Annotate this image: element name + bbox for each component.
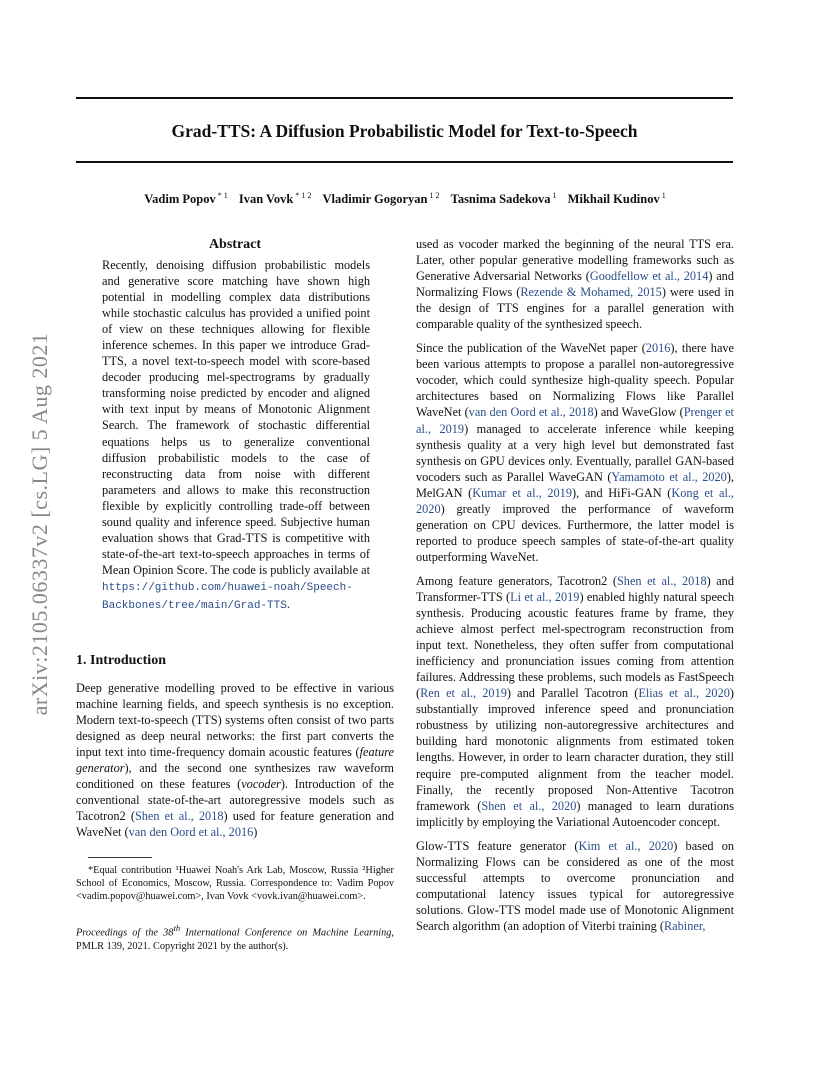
text-run: ), MelGAN ( — [416, 469, 734, 500]
arxiv-identifier: arXiv:2105.06337v2 [cs.LG] 5 Aug 2021 — [27, 332, 52, 716]
text-run: ) substantially improved inference speed and pronunciation robustness by utilizing non-autoregressive architectures and building hard monotonic alignments from estimated token lengths. However, in order to learn character duration, they still require pre-computed alignment from the teacher model. Finally, the recently proposed Non-Attentive Tacotron framework ( — [416, 686, 734, 813]
citation-link[interactable]: Rabiner, — [663, 918, 706, 933]
code-url-link[interactable]: https://github.com/huawei-noah/Speech-Backbones/tree/main/Grad-TTS — [102, 581, 353, 612]
section-heading-introduction: 1. Introduction — [76, 653, 166, 669]
author-affiliation: 1 2 — [429, 191, 440, 200]
text-run: ) used for feature generation and WaveNet ( — [76, 809, 395, 840]
author-list — [60, 191, 750, 207]
citation-link[interactable]: Shen et al., 2018 — [134, 809, 224, 824]
body-paragraph — [416, 573, 734, 830]
author-name: Ivan Vovk — [238, 192, 294, 207]
text-run: International Conference on Machine Learning — [180, 927, 392, 939]
body-paragraph — [416, 838, 734, 934]
footnote-affiliations: *Equal contribution ¹Huawei Noah's Ark Lab, Moscow, Russia ²Higher School of Economics, Moscow, Russia. Correspondence to: Vadim Popov <vadim.popov@huawei.com>, Ivan Vovk <vovk.ivan@huawei.com>. — [76, 864, 394, 902]
author — [144, 192, 227, 206]
text-run: Deep generative modelling proved to be effective in various machine learning fields, and speech synthesis is no exception. Modern text-to-speech (TTS) systems often consist of two parts designed as deep neural networks: the first part converts the input text into time-frequency domain acoustic features ( — [76, 681, 394, 760]
abstract-end: . — [286, 596, 290, 611]
body-paragraph — [416, 236, 734, 332]
abstract-heading: Abstract — [208, 237, 262, 252]
top-rule — [76, 97, 733, 99]
text-run: ) and Transformer-TTS ( — [416, 573, 734, 604]
proceedings-note — [76, 922, 394, 953]
text-run: ) and Normalizing Flows ( — [416, 269, 734, 300]
author-name: Vadim Popov — [144, 192, 216, 207]
text-run: ), there have been various attempts to propose a parallel non-autoregressive vocoder, which could synthesize high-quality speech. Popular architectures based on Normalizing Flows like Parallel WaveNet ( — [416, 341, 735, 420]
abstract-text — [102, 257, 370, 614]
author-name: Vladimir Gogoryan — [322, 192, 428, 207]
text-run: ) managed to learn durations implicitly by employing the Variational Autoencoder concept. — [416, 798, 734, 829]
text-run: ) based on Normalizing Flows can be considered as one of the most successful attempts to overcome pronunciation and computational latency issues typical for autoregressive solutions. Glow-TTS model made use of Monotonic Alignment Search algorithm (an adoption of Viterbi training ( — [416, 838, 735, 933]
footnote-separator — [88, 857, 152, 858]
text-run: ) and Parallel Tacotron ( — [506, 686, 639, 701]
text-run: ) — [253, 825, 258, 840]
author-affiliation: 1 — [661, 191, 666, 200]
citation-link[interactable]: Goodfellow et al., 2014 — [589, 269, 709, 284]
right-column — [416, 236, 734, 942]
citation-link[interactable]: Shen et al., 2020 — [481, 798, 577, 813]
author-name: Mikhail Kudinov — [567, 192, 660, 207]
text-run: Glow-TTS feature generator ( — [416, 838, 579, 853]
author — [239, 192, 312, 206]
text-run: ), and HiFi-GAN ( — [571, 485, 672, 500]
citation-link[interactable]: Li et al., 2019 — [510, 589, 580, 604]
citation-link[interactable]: 2016 — [645, 341, 671, 356]
text-run: ) enabled highly natural speech synthesis. Producing acoustic features frame by frame, they achieve almost perfect mel-spectrogram reconstruction from input text. Nonetheless, they often suffer from computational inefficiency and pronunciation issues coming from attention failures. Addressing these problems, such models as FastSpeech ( — [416, 589, 734, 701]
text-run: ) greatly improved the performance of waveform generation on CPU devices. Furthermore, the latter model is reported to produce speech samples of state-of-the-art quality outperforming WaveNet. — [416, 501, 734, 564]
text-run: Proceedings of the 38 — [76, 927, 174, 939]
text-run: ) managed to accelerate inference while keeping synthesis quality at a very high level but demonstrated fast synthesis on GPU devices only. Eventually, parallel GAN-based vocoders such as Parallel WaveGAN ( — [416, 421, 734, 484]
author-affiliation: * 1 — [217, 191, 228, 200]
citation-link[interactable]: van den Oord et al., 2016 — [128, 825, 254, 840]
emphasis: vocoder — [241, 777, 281, 792]
left-column — [76, 236, 394, 953]
text-run: ) and WaveGlow ( — [593, 405, 684, 420]
author — [451, 192, 557, 206]
author-affiliation: 1 — [552, 191, 557, 200]
text-run: ). Introduction of the conventional state-of-the-art autoregressive models such as Tacotron2 ( — [76, 777, 394, 824]
body-paragraph — [416, 340, 734, 565]
title-bottom-rule — [76, 161, 733, 163]
text-run: used as vocoder marked the beginning of the neural TTS era. Later, other popular generative modelling frameworks such as Generative Adversarial Networks ( — [416, 237, 734, 284]
author — [323, 192, 440, 206]
citation-link[interactable]: Kong et al., 2020 — [416, 485, 735, 516]
emphasis: feature generator — [76, 745, 394, 776]
text-run: ) were used in the design of TTS engines for a parallel generation with comparable quality of the synthesized speech. — [416, 285, 734, 332]
citation-link[interactable]: Ren et al., 2019 — [420, 686, 507, 701]
intro-paragraph — [76, 680, 394, 840]
text-run: Since the publication of the WaveNet paper ( — [416, 341, 646, 356]
text-run: th — [173, 923, 181, 934]
citation-link[interactable]: Yamamoto et al., 2020 — [611, 469, 727, 484]
author-affiliation: * 1 2 — [295, 191, 312, 200]
citation-link[interactable]: Kumar et al., 2019 — [472, 485, 572, 500]
citation-link[interactable]: Rezende & Mohamed, 2015 — [520, 285, 662, 300]
abstract-body: Recently, denoising diffusion probabilistic models and generative score matching have shown high potential in modelling complex data distributions while stochastic calculus has provided a unified point of view on these techniques allowing for flexible inference schemes. In this paper we introduce Grad-TTS, a novel text-to-speech model with score-based decoder producing mel-spectrograms by gradually transforming noise predicted by encoder and aligned with text input by means of Monotonic Alignment Search. The framework of stochastic differential equations helps us to generalize conventional diffusion probabilistic models to the case of reconstructing data from noise with different parameters and allows to make this reconstruction flexible by explicitly controlling trade-off between sound quality and inference speed. Subjective human evaluation shows that Grad-TTS is competitive with state-of-the-art text-to-speech approaches in terms of Mean Opinion Score. The code is publicly available at — [102, 258, 370, 577]
author-name: Tasnima Sadekova — [450, 192, 551, 207]
text-run: ), and the second one synthesizes raw waveform conditioned on these features ( — [76, 761, 394, 792]
text-run: Among feature generators, Tacotron2 ( — [416, 573, 617, 588]
citation-link[interactable]: Kim et al., 2020 — [578, 838, 674, 853]
citation-link[interactable]: van den Oord et al., 2018 — [468, 405, 594, 420]
author — [568, 192, 666, 206]
citation-link[interactable]: Elias et al., 2020 — [638, 686, 730, 701]
text-run: , PMLR 139, 2021. Copyright 2021 by the author(s). — [76, 927, 394, 952]
citation-link[interactable]: Shen et al., 2018 — [616, 573, 707, 588]
paper-title: Grad-TTS: A Diffusion Probabilistic Model for Text-to-Speech — [171, 121, 638, 141]
citation-link[interactable]: Prenger et al., 2019 — [416, 405, 734, 436]
